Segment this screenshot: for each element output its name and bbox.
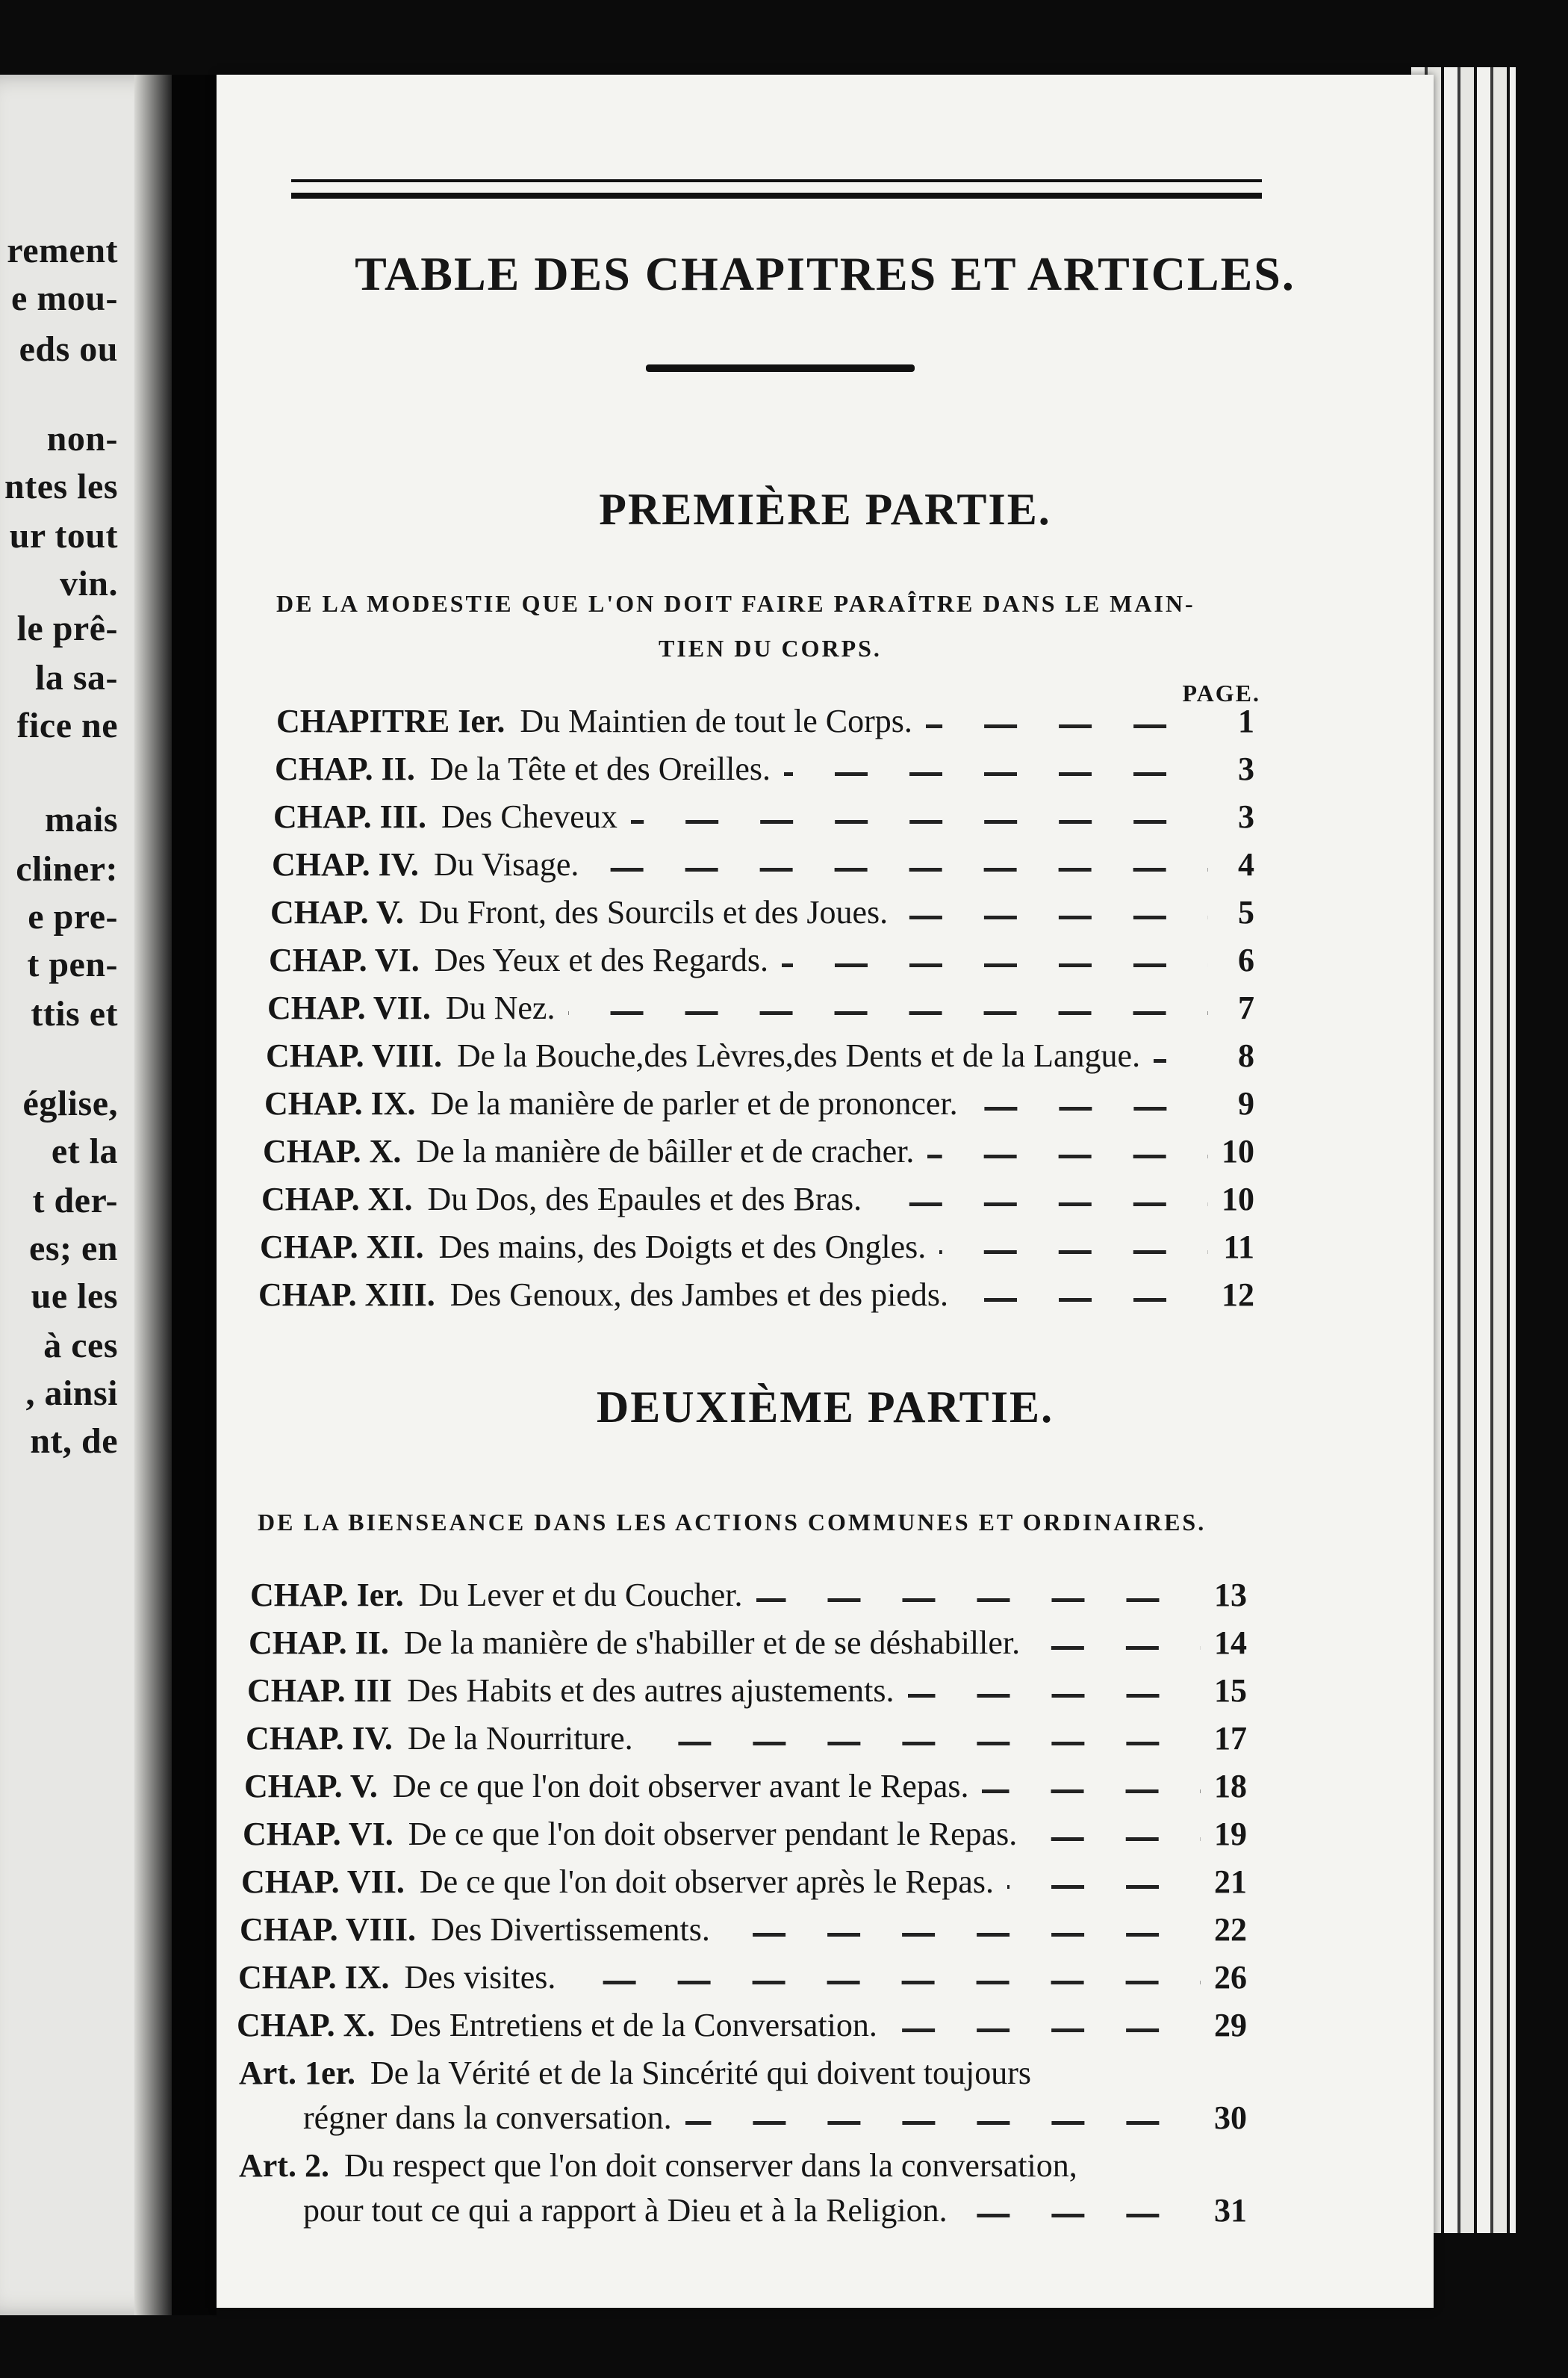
- toc-entry[interactable]: [273, 798, 1254, 845]
- page-number: 1: [1238, 703, 1254, 739]
- dot-leader: [569, 1978, 1201, 1986]
- page-number: 7: [1238, 990, 1254, 1026]
- chapter-label: CHAP. XII.: [260, 1229, 424, 1265]
- page-number: 29: [1214, 2007, 1247, 2043]
- dot-leader: [1007, 1883, 1201, 1890]
- left-page-fragment: es; en: [29, 1229, 118, 1268]
- toc-entry[interactable]: [266, 1037, 1254, 1084]
- chapter-label: CHAP. IV.: [272, 846, 419, 883]
- chapter-label: CHAP. III.: [273, 798, 426, 835]
- left-page-fragment: e pre-: [28, 897, 118, 937]
- chapter-title: Du Front, des Sourcils et des Joues.: [418, 894, 889, 931]
- page-column-header: PAGE.: [1182, 680, 1260, 707]
- toc-entry[interactable]: [240, 1910, 1247, 1958]
- dot-leader: [891, 2026, 1201, 2034]
- article-title-line1: De la Vérité et de la Sincérité qui doivent toujours: [370, 2055, 1032, 2091]
- left-page-fragment: cliner:: [16, 849, 118, 889]
- page-number: 18: [1214, 1768, 1247, 1804]
- left-page-fragment: la sa-: [35, 658, 118, 698]
- chapter-label: CHAP. VII.: [267, 990, 431, 1026]
- article-title-line2: pour tout ce qui a rapport à Dieu et à la Religion.: [303, 2192, 948, 2229]
- article-label: Art. 1er.: [239, 2055, 355, 2091]
- dot-leader: [631, 818, 1208, 825]
- article-label: Art. 2.: [239, 2147, 329, 2184]
- toc-entry[interactable]: [272, 845, 1254, 893]
- dot-leader: [685, 2119, 1201, 2126]
- page-number: 6: [1238, 942, 1254, 978]
- chapter-label: CHAP. Ier.: [250, 1577, 404, 1613]
- left-page-gutter: [134, 75, 172, 2315]
- page-number: 12: [1222, 1276, 1254, 1313]
- chapter-label: CHAP. XIII.: [258, 1276, 435, 1313]
- toc-entry[interactable]: [246, 1719, 1247, 1767]
- book-spine: [172, 75, 217, 2315]
- part1-title: PREMIÈRE PARTIE.: [599, 485, 1051, 534]
- left-page-fragment: le prê-: [16, 609, 118, 648]
- chapter-label: CHAP. III: [247, 1672, 392, 1709]
- dot-leader: [782, 961, 1208, 969]
- chapter-title: Des Cheveux: [441, 798, 617, 835]
- chapter-title: Des Genoux, des Jambes et des pieds.: [449, 1276, 948, 1313]
- table-of-contents-page: [217, 75, 1434, 2308]
- left-page-fragment: ntes les: [4, 467, 118, 506]
- left-page: [0, 75, 172, 2315]
- chapter-title: De la manière de parler et de prononcer.: [430, 1085, 958, 1122]
- left-page-fragment: église,: [22, 1084, 118, 1123]
- left-page-fragment: vin.: [59, 564, 118, 603]
- toc-entry[interactable]: [263, 1132, 1254, 1180]
- dot-leader: [908, 1692, 1201, 1699]
- part2-title: DEUXIÈME PARTIE.: [596, 1382, 1054, 1432]
- left-page-fragment: à ces: [43, 1326, 118, 1365]
- left-page-fragment: ue les: [31, 1276, 118, 1316]
- dot-leader: [961, 2211, 1201, 2219]
- chapter-title: De la manière de s'habiller et de se déshabiller.: [403, 1624, 1021, 1661]
- page-number: 5: [1238, 894, 1254, 931]
- chapter-label: CHAP. VIII.: [240, 1911, 416, 1948]
- chapter-title: Des Entretiens et de la Conversation.: [390, 2007, 877, 2043]
- article-title-line2: régner dans la conversation.: [303, 2099, 672, 2136]
- chapter-title: De ce que l'on doit observer pendant le Repas.: [408, 1816, 1018, 1852]
- page-number: 8: [1238, 1037, 1254, 1074]
- dot-leader: [962, 1296, 1208, 1303]
- chapter-title: De la Nourriture.: [407, 1720, 633, 1757]
- toc-entry[interactable]: [264, 1084, 1254, 1132]
- part1-section-heading-line1: DE LA MODESTIE QUE L'ON DOIT FAIRE PARAÎTRE DANS LE MAIN-: [276, 590, 1195, 617]
- dot-leader: [901, 913, 1208, 921]
- toc-entry[interactable]: [243, 1815, 1247, 1863]
- left-page-fragment: mais: [45, 800, 118, 839]
- toc-entry[interactable]: [267, 989, 1254, 1037]
- chapter-label: CHAP. V.: [244, 1768, 378, 1804]
- toc-entry[interactable]: [249, 1624, 1247, 1671]
- page-number: 21: [1214, 1863, 1247, 1900]
- dot-leader: [939, 1248, 1208, 1255]
- left-page-fragment: rement: [7, 231, 118, 270]
- chapter-title: Des Habits et des autres ajustements.: [406, 1672, 895, 1709]
- page-number: 26: [1214, 1959, 1247, 1996]
- toc-entry[interactable]: [244, 1767, 1247, 1815]
- left-page-fragment: eds ou: [19, 329, 118, 369]
- chapter-title: Des Yeux et des Regards.: [434, 942, 769, 978]
- chapter-title: Du Visage.: [433, 846, 579, 883]
- dot-leader: [592, 866, 1208, 873]
- page-number: 19: [1214, 1816, 1247, 1852]
- left-page-fragment: t pen-: [27, 945, 118, 984]
- chapter-label: CHAP. VI.: [243, 1816, 393, 1852]
- page-number: 17: [1214, 1720, 1247, 1757]
- chapter-title: De ce que l'on doit observer avant le Repas.: [392, 1768, 969, 1804]
- chapter-title: Du Lever et du Coucher.: [418, 1577, 743, 1613]
- left-page-fragment: ur tout: [9, 516, 118, 556]
- dot-leader: [1030, 1835, 1201, 1843]
- article-entry-continuation[interactable]: [303, 2191, 1247, 2239]
- page-number: 3: [1238, 751, 1254, 787]
- dot-leader: [647, 1739, 1201, 1747]
- left-page-fragment: fice ne: [16, 706, 118, 745]
- dot-leader: [1033, 1644, 1201, 1651]
- page-number: 9: [1238, 1085, 1254, 1122]
- chapter-label: CHAP. II.: [275, 751, 415, 787]
- chapter-title: Des Divertissements.: [430, 1911, 710, 1948]
- chapter-label: CHAP. VII.: [241, 1863, 405, 1900]
- dot-leader: [724, 1931, 1201, 1938]
- chapter-label: CHAP. VIII.: [266, 1037, 442, 1074]
- chapter-label: CHAP. V.: [270, 894, 404, 931]
- page-number: 4: [1238, 846, 1254, 883]
- chapter-title: Du Dos, des Epaules et des Bras.: [427, 1181, 862, 1217]
- left-page-fragment: e mou-: [11, 279, 118, 318]
- page-number: 13: [1214, 1577, 1247, 1613]
- article-entry[interactable]: [239, 2146, 1077, 2194]
- toc-entry[interactable]: [270, 893, 1254, 941]
- left-page-fragment: et la: [51, 1131, 118, 1171]
- dot-leader: [927, 1152, 1208, 1160]
- toc-entry[interactable]: [241, 1863, 1247, 1910]
- toc-entry[interactable]: [237, 2006, 1247, 2054]
- page-number: 10: [1222, 1181, 1254, 1217]
- toc-entry[interactable]: [261, 1180, 1254, 1228]
- left-page-fragment: t der-: [32, 1181, 118, 1220]
- chapter-label: CHAP. II.: [249, 1624, 389, 1661]
- chapter-label: CHAP. IX.: [238, 1959, 390, 1996]
- dot-leader: [926, 722, 1208, 730]
- chapter-title: Des mains, des Doigts et des Ongles.: [438, 1229, 927, 1265]
- dot-leader: [568, 1009, 1208, 1016]
- page-number: 11: [1223, 1229, 1254, 1265]
- page-title: TABLE DES CHAPITRES ET ARTICLES.: [355, 247, 1295, 300]
- article-entry[interactable]: [239, 2054, 1031, 2102]
- dot-leader: [756, 1596, 1201, 1604]
- chapter-label: CHAP. IX.: [264, 1085, 416, 1122]
- page-number: 31: [1214, 2192, 1247, 2229]
- toc-entry[interactable]: [269, 941, 1254, 989]
- toc-entry[interactable]: [247, 1671, 1247, 1719]
- page-number: 15: [1214, 1672, 1247, 1709]
- toc-entry[interactable]: [275, 750, 1254, 798]
- toc-entry[interactable]: [250, 1576, 1247, 1624]
- page-number: 30: [1214, 2099, 1247, 2136]
- toc-entry[interactable]: [258, 1276, 1254, 1323]
- toc-entry[interactable]: [276, 702, 1254, 750]
- chapter-title: Du Maintien de tout le Corps.: [520, 703, 912, 739]
- dot-leader: [1154, 1057, 1208, 1064]
- chapter-title: De la Bouche,des Lèvres,des Dents et de la Langue.: [456, 1037, 1141, 1074]
- dot-leader: [875, 1200, 1208, 1208]
- chapter-title: Des visites.: [404, 1959, 556, 1996]
- page-number: 10: [1222, 1133, 1254, 1170]
- article-title-line1: Du respect que l'on doit conserver dans la conversation,: [343, 2147, 1077, 2184]
- left-page-fragment: non-: [46, 419, 118, 459]
- toc-entry[interactable]: [238, 1958, 1247, 2006]
- left-page-fragment: ttis et: [31, 994, 118, 1034]
- toc-entry[interactable]: [260, 1228, 1254, 1276]
- chapter-label: CHAP. IV.: [246, 1720, 393, 1757]
- chapter-title: De ce que l'on doit observer après le Repas.: [419, 1863, 994, 1900]
- page-number: 3: [1238, 798, 1254, 835]
- page-number: 14: [1214, 1624, 1247, 1661]
- chapter-title: De la manière de bâiller et de cracher.: [416, 1133, 915, 1170]
- chapter-title: Du Nez.: [445, 990, 556, 1026]
- chapter-label: CHAPITRE Ier.: [276, 703, 505, 739]
- dot-leader: [784, 770, 1208, 777]
- article-entry-continuation[interactable]: [303, 2099, 1247, 2146]
- chapter-label: CHAP. XI.: [261, 1181, 413, 1217]
- dot-leader: [982, 1787, 1201, 1795]
- chapter-label: CHAP. X.: [263, 1133, 402, 1170]
- page-number: 22: [1214, 1911, 1247, 1948]
- part2-section-heading: DE LA BIENSEANCE DANS LES ACTIONS COMMUNES ET ORDINAIRES.: [258, 1509, 1207, 1536]
- chapter-title: De la Tête et des Oreilles.: [429, 751, 771, 787]
- dot-leader: [971, 1105, 1208, 1112]
- chapter-label: CHAP. VI.: [269, 942, 420, 978]
- left-page-fragment: nt, de: [30, 1421, 118, 1461]
- title-rule: [646, 364, 915, 372]
- left-page-fragment: , ainsi: [25, 1373, 118, 1413]
- top-double-rule: [291, 179, 1262, 199]
- chapter-label: CHAP. X.: [237, 2007, 376, 2043]
- part1-section-heading-line2: TIEN DU CORPS.: [659, 635, 882, 662]
